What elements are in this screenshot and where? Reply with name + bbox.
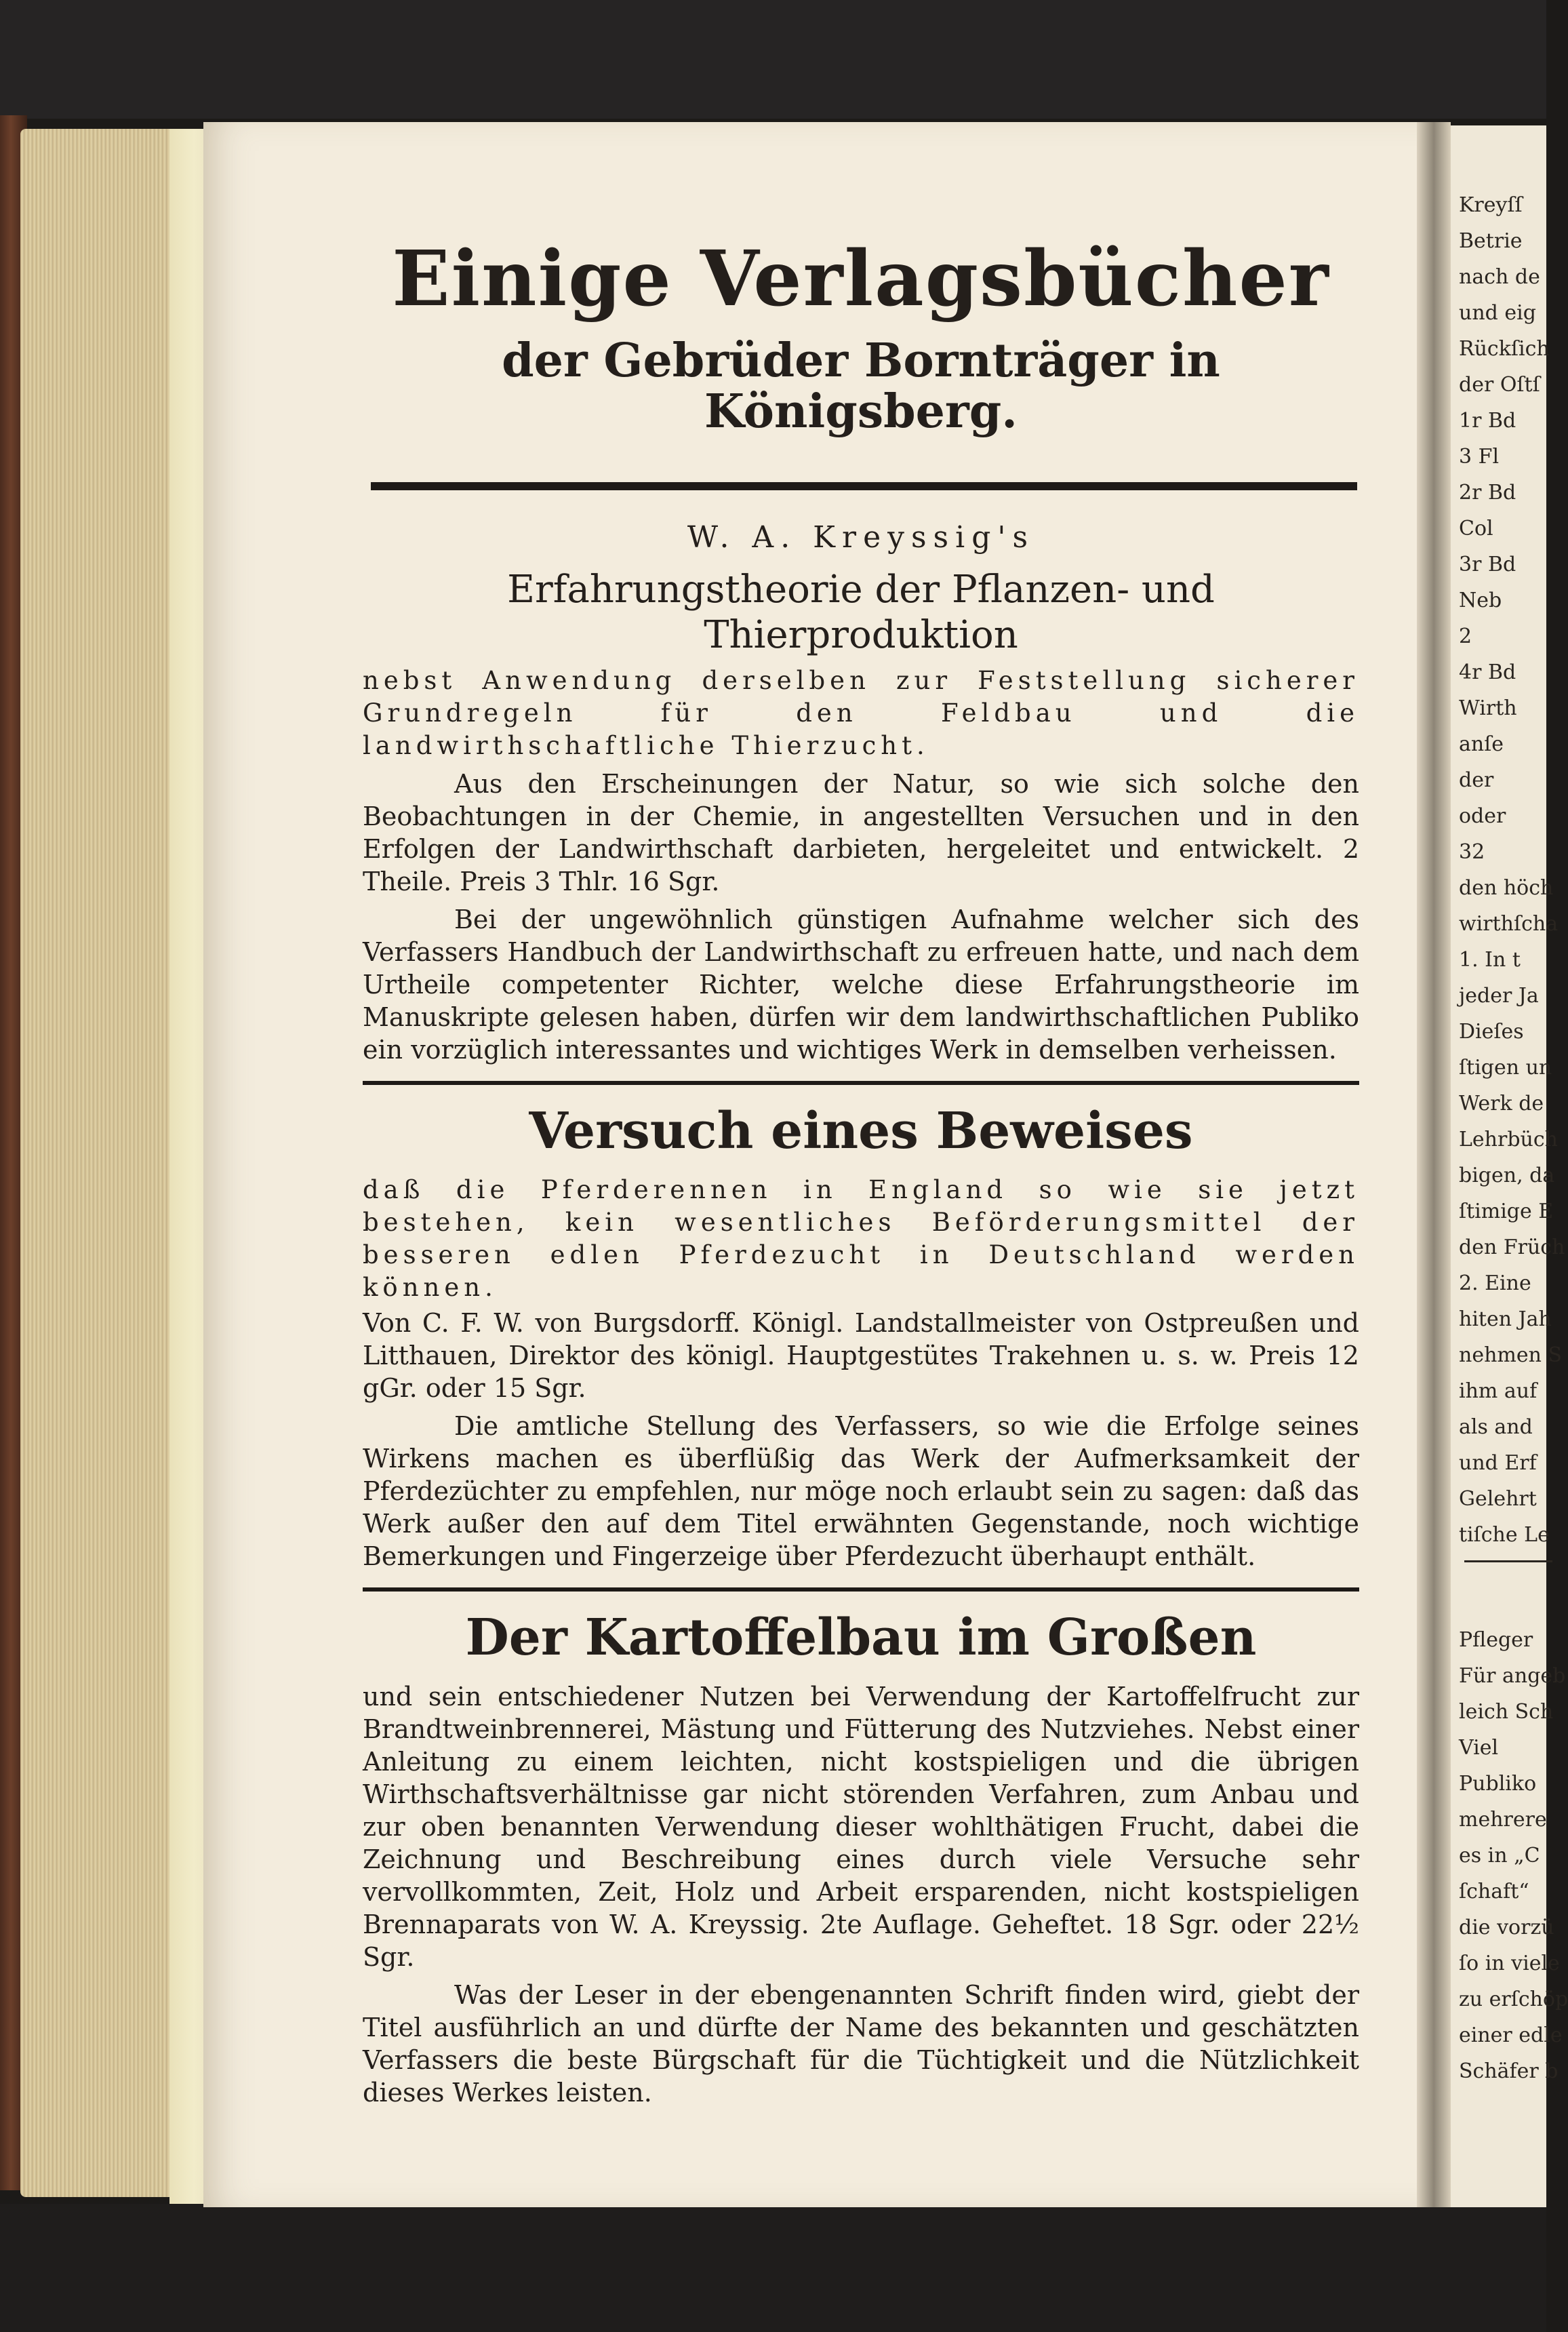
right-page-divider [1464,1560,1552,1562]
right-page-fragment: Gelehrt [1459,1487,1537,1511]
right-page-fragment: 1. In t [1459,948,1521,972]
right-page-fragment: Dieſes [1459,1020,1524,1044]
right-page-fragment: 32 [1459,840,1485,864]
right-page-fragment: Wirth [1459,696,1517,720]
right-page-fragment: ihm auf [1459,1379,1537,1403]
entry-note: Bei der ungewöhnlich günstigen Aufnahme welcher sich des Verfassers Handbuch der Landwirthschaft zu erfreuen hatte, und nach dem Urtheile competenter Richter, welche diese Erfahrungstheorie im Manuskripte gelesen haben, dürfen wir dem landwirthschaftlichen Publiko ein vorzüglich interessantes und wichtiges Werk in demselben verheissen. [363,904,1359,1065]
right-page-fragment: Betrie [1459,229,1523,253]
right-page-fragment: 2r Bd [1459,481,1516,505]
right-page-fragment: 2 [1459,625,1472,648]
entry-title: Versuch eines Beweises [529,1101,1193,1160]
header-divider [371,482,1357,490]
right-page-fragment: oder [1459,804,1506,828]
right-page-fragment: Schäfer b [1459,2059,1559,2083]
right-page-fragment: Lehrbüch [1459,1128,1558,1151]
book-gutter [1417,122,1451,2207]
right-page-fragment: Col [1459,517,1493,540]
page-title: Einige Verlagsbücher [392,235,1330,323]
right-page-fragment: Viel [1459,1736,1499,1760]
right-page-fragment: den Früch [1459,1236,1565,1259]
right-page-fragment: 2. Eine [1459,1271,1531,1295]
right-page-fragment: nach de [1459,265,1540,289]
entry-subtitle: daß die Pferderennen in England so wie sie jetzt bestehen, kein wesentliches Beförderungsmittel der besseren edlen Pferdezucht in Deutschland werden können. [363,1174,1359,1302]
right-page-fragment: ſo in viele [1459,1952,1560,1975]
page-edges [20,129,176,2197]
right-page-fragment: den höch [1459,876,1554,900]
right-page-fragment: 3 Fl [1459,445,1500,469]
right-page-fragment: Kreyſſ [1459,193,1523,217]
right-page-fragment: und Erf [1459,1451,1537,1475]
right-page-fragment: leich Sch [1459,1700,1554,1724]
right-page-fragment: 3r Bd [1459,553,1516,576]
right-page-fragment: und eig [1459,301,1536,325]
right-page-fragment: als and [1459,1415,1533,1439]
bottom-background [0,2204,1546,2332]
entry-note: Was der Leser in der ebengenannten Schrift finden wird, giebt der Titel ausführlich an und dürfte der Name des bekannten und geschätzten Verfassers die beste Bürgschaft für die Tüchtigkeit und die Nützlichkeit dieses Werkes leisten. [363,1979,1359,2108]
right-page-fragment: die vorzü [1459,1916,1554,1939]
entry-note: Die amtliche Stellung des Verfassers, so wie die Erfolge seines Wirkens machen es überflüßig das Werk der Aufmerksamkeit der Pferdezüchter zu empfehlen, nur möge noch erlaubt sein zu sagen: daß das Werk außer den auf dem Titel erwähnten Gegenstande, noch wichtige Bemerkungen und Fingerzeige über Pferdezucht überhaupt enthält. [363,1410,1359,1571]
entry-description: Von C. F. W. von Burgsdorff. Königl. Landstallmeister von Ostpreußen und Litthauen, Direktor des königl. Hauptgestütes Trakehnen u. s. w. Preis 12 gGr. oder 15 Sgr. [363,1307,1359,1403]
right-page-fragment: bigen, da [1459,1164,1555,1187]
entry-subtitle: nebst Anwendung derselben zur Feststellung sicherer Grundregeln für den Feldbau und die landwirthschaftliche Thierzucht. [363,665,1359,760]
right-page-fragment: hiten Jah [1459,1307,1552,1331]
right-page-fragment: ſtimige E [1459,1200,1554,1223]
right-page-fragment: Neb [1459,589,1502,612]
right-page-fragment: Pfleger [1459,1628,1533,1652]
right-page-fragment: wirthſcha [1459,912,1559,936]
entry-description: Aus den Erscheinungen der Natur, so wie sich solche den Beobachtungen in der Chemie, in angestellten Versuchen und in den Erfolgen der Landwirthschaft darbieten, hergeleitet und entwickelt. 2 Theile. Preis 3 Thlr. 16 Sgr. [363,768,1359,896]
right-page-fragment: tiſche Le [1459,1523,1550,1547]
right-page-fragment: jeder Ja [1459,984,1539,1008]
right-page-fragment: mehrere [1459,1808,1547,1832]
entry-author: W. A. Kreyssig's [687,519,1035,555]
right-page-fragment: ſchaft“ [1459,1880,1529,1903]
right-page [1451,125,1568,2207]
right-page-fragment: Publiko [1459,1772,1537,1796]
right-page-fragment: 1r Bd [1459,409,1516,433]
page-content [363,237,1359,2109]
right-page-fragment: der Oſtſ [1459,373,1540,397]
right-page-fragment: 4r Bd [1459,660,1516,684]
right-page-fragment: der [1459,768,1494,792]
right-page-fragment: Rückſich [1459,337,1550,361]
section-divider [363,1081,1359,1085]
right-page-fragment: es in „C [1459,1844,1540,1867]
entry-title: Erfahrungstheorie der Pflanzen- und Thierproduktion [507,567,1215,657]
entry-erfahrungstheorie [363,520,1359,1066]
entry-versuch-eines-beweises [363,1101,1359,1573]
entry-description: und sein entschiedener Nutzen bei Verwendung der Kartoffelfrucht zur Brandtweinbrennerei, Mästung und Fütterung des Nutzviehes. Nebst einer Anleitung zu einem leichten, nicht kostspieligen und die übrigen Wirthschaftsverhältnisse gar nicht störenden Verfahren, zum Anbau und zur oben benannten Verwendung dieser wohlthätigen Frucht, dabei die Zeichnung und Beschreibung eines durch viele Versuche sehr vervollkommten, Zeit, Holz und Arbeit ersparenden, nicht kostspieligen Brennaparats von W. A. Kreyssig. 2te Auflage. Geheftet. 18 Sgr. oder 22½ Sgr. [363,1681,1359,1972]
right-page-fragment: Werk de [1459,1092,1544,1115]
top-background [0,0,1546,119]
right-page-fragment: ſtigen un [1459,1056,1552,1080]
page-subtitle: der Gebrüder Bornträger in Königsberg. [502,334,1220,439]
right-page-fragment: nehmen S [1459,1343,1563,1367]
right-page-fragment: einer edle [1459,2023,1563,2047]
entry-kartoffelbau [363,1608,1359,2109]
right-page-fragment: zu erſchöp [1459,1988,1568,2011]
right-page-fragment: Für angeb [1459,1664,1566,1688]
right-page-fragment: anſe [1459,732,1504,756]
section-divider [363,1587,1359,1592]
entry-title: Der Kartoffelbau im Großen [465,1608,1257,1667]
